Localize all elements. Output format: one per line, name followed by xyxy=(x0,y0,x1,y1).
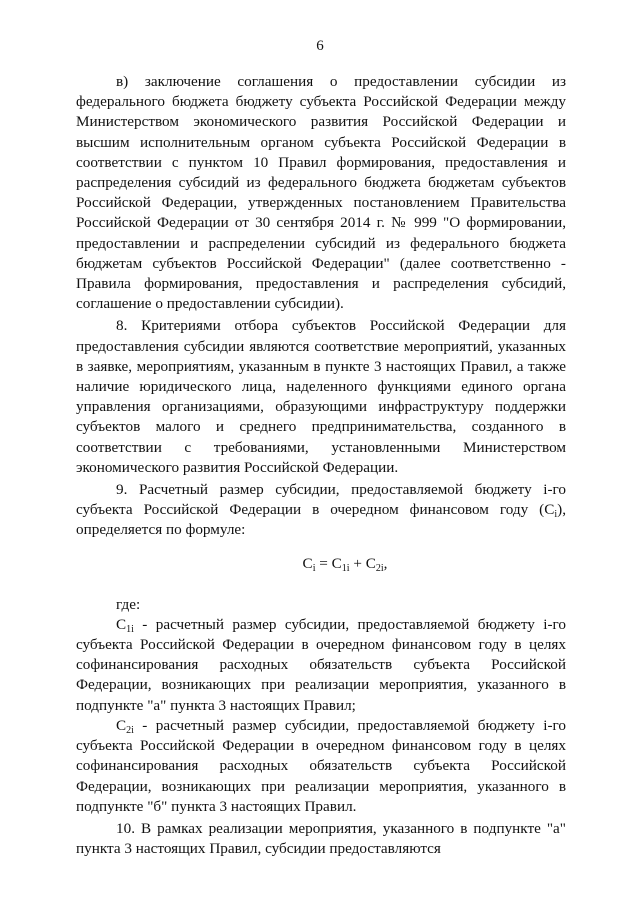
document-body xyxy=(76,72,566,859)
symbol-c2i: $C_{2i}$ xyxy=(116,716,134,736)
paragraph-9-end: ), определяется по формуле: xyxy=(76,501,566,539)
paragraph-v: в) заключение соглашения о предоставлении субсидии из федерального бюджета бюджету субъекта Российской Федерации между Министерством экономического развития Российской Федерации и высшим исполнительным органом субъекта Российской Федерации в соответствии с пунктом 10 Правил формирования, предоставления и распределения субсидий из федерального бюджета бюджетам субъектов Российской Федерации, утвержденных постановлением Правительства Российской Федерации от 30 сентября 2014 г. № 999 "О формировании, предоставлении и распределении субсидий из федерального бюджета бюджетам субъектов Российской Федерации" (далее соответственно - Правила формирования, предоставления и распределения субсидий, соглашение о предоставлении субсидии). xyxy=(76,73,566,313)
paragraph-9-text: 9. Расчетный размер субсидии, предоставляемой бюджету i-го субъекта Российской Федерации в очередном финансовом году ( xyxy=(76,481,566,519)
symbol-c1i: $C_{1i}$ xyxy=(116,615,134,635)
paragraph-8: 8. Критериями отбора субъектов Российской Федерации для предоставления субсидии являются соответствие мероприятий, указанных в заявке, мероприятиям, указанным в пункте 3 настоящих Правил, а также наличие юридического лица, наделенного функциями единого органа управления организациями, образующими инфраструктуру поддержки субъектов малого и среднего предпринимательства, созданного в соответствии с требованиями, установленными Министерством экономического развития Российской Федерации. xyxy=(76,317,566,476)
formula: $C_i = C_{1i} + C_{2i}$, xyxy=(302,554,388,574)
symbol-ci: $C_i$ xyxy=(544,501,558,521)
definition-c1i: $C_{1i}$ - расчетный размер субсидии, предоставляемой бюджету i-го субъекта Российской Федерации в очередном финансовом году в целях софинансирования расходных обязательств субъекта Российской Федерации, возникающих при реализации мероприятия, указанного в подпункте "а" пункта 3 настоящих Правил; xyxy=(76,615,566,714)
paragraph-10: 10. В рамках реализации мероприятия, указанного в подпункте "а" пункта 3 настоящих Правил, субсидии предоставляются xyxy=(76,819,566,858)
paragraph-9 xyxy=(76,480,566,541)
page-number: 6 xyxy=(316,38,324,54)
definition-c2i: $C_{2i}$ - расчетный размер субсидии, предоставляемой бюджету i-го субъекта Российской Федерации в очередном финансовом году в целях софинансирования расходных обязательств субъекта Российской Федерации, возникающих при реализации мероприятия, указанного в подпункте "б" пункта 3 настоящих Правил. xyxy=(76,716,566,815)
where-label: где: xyxy=(116,595,141,613)
